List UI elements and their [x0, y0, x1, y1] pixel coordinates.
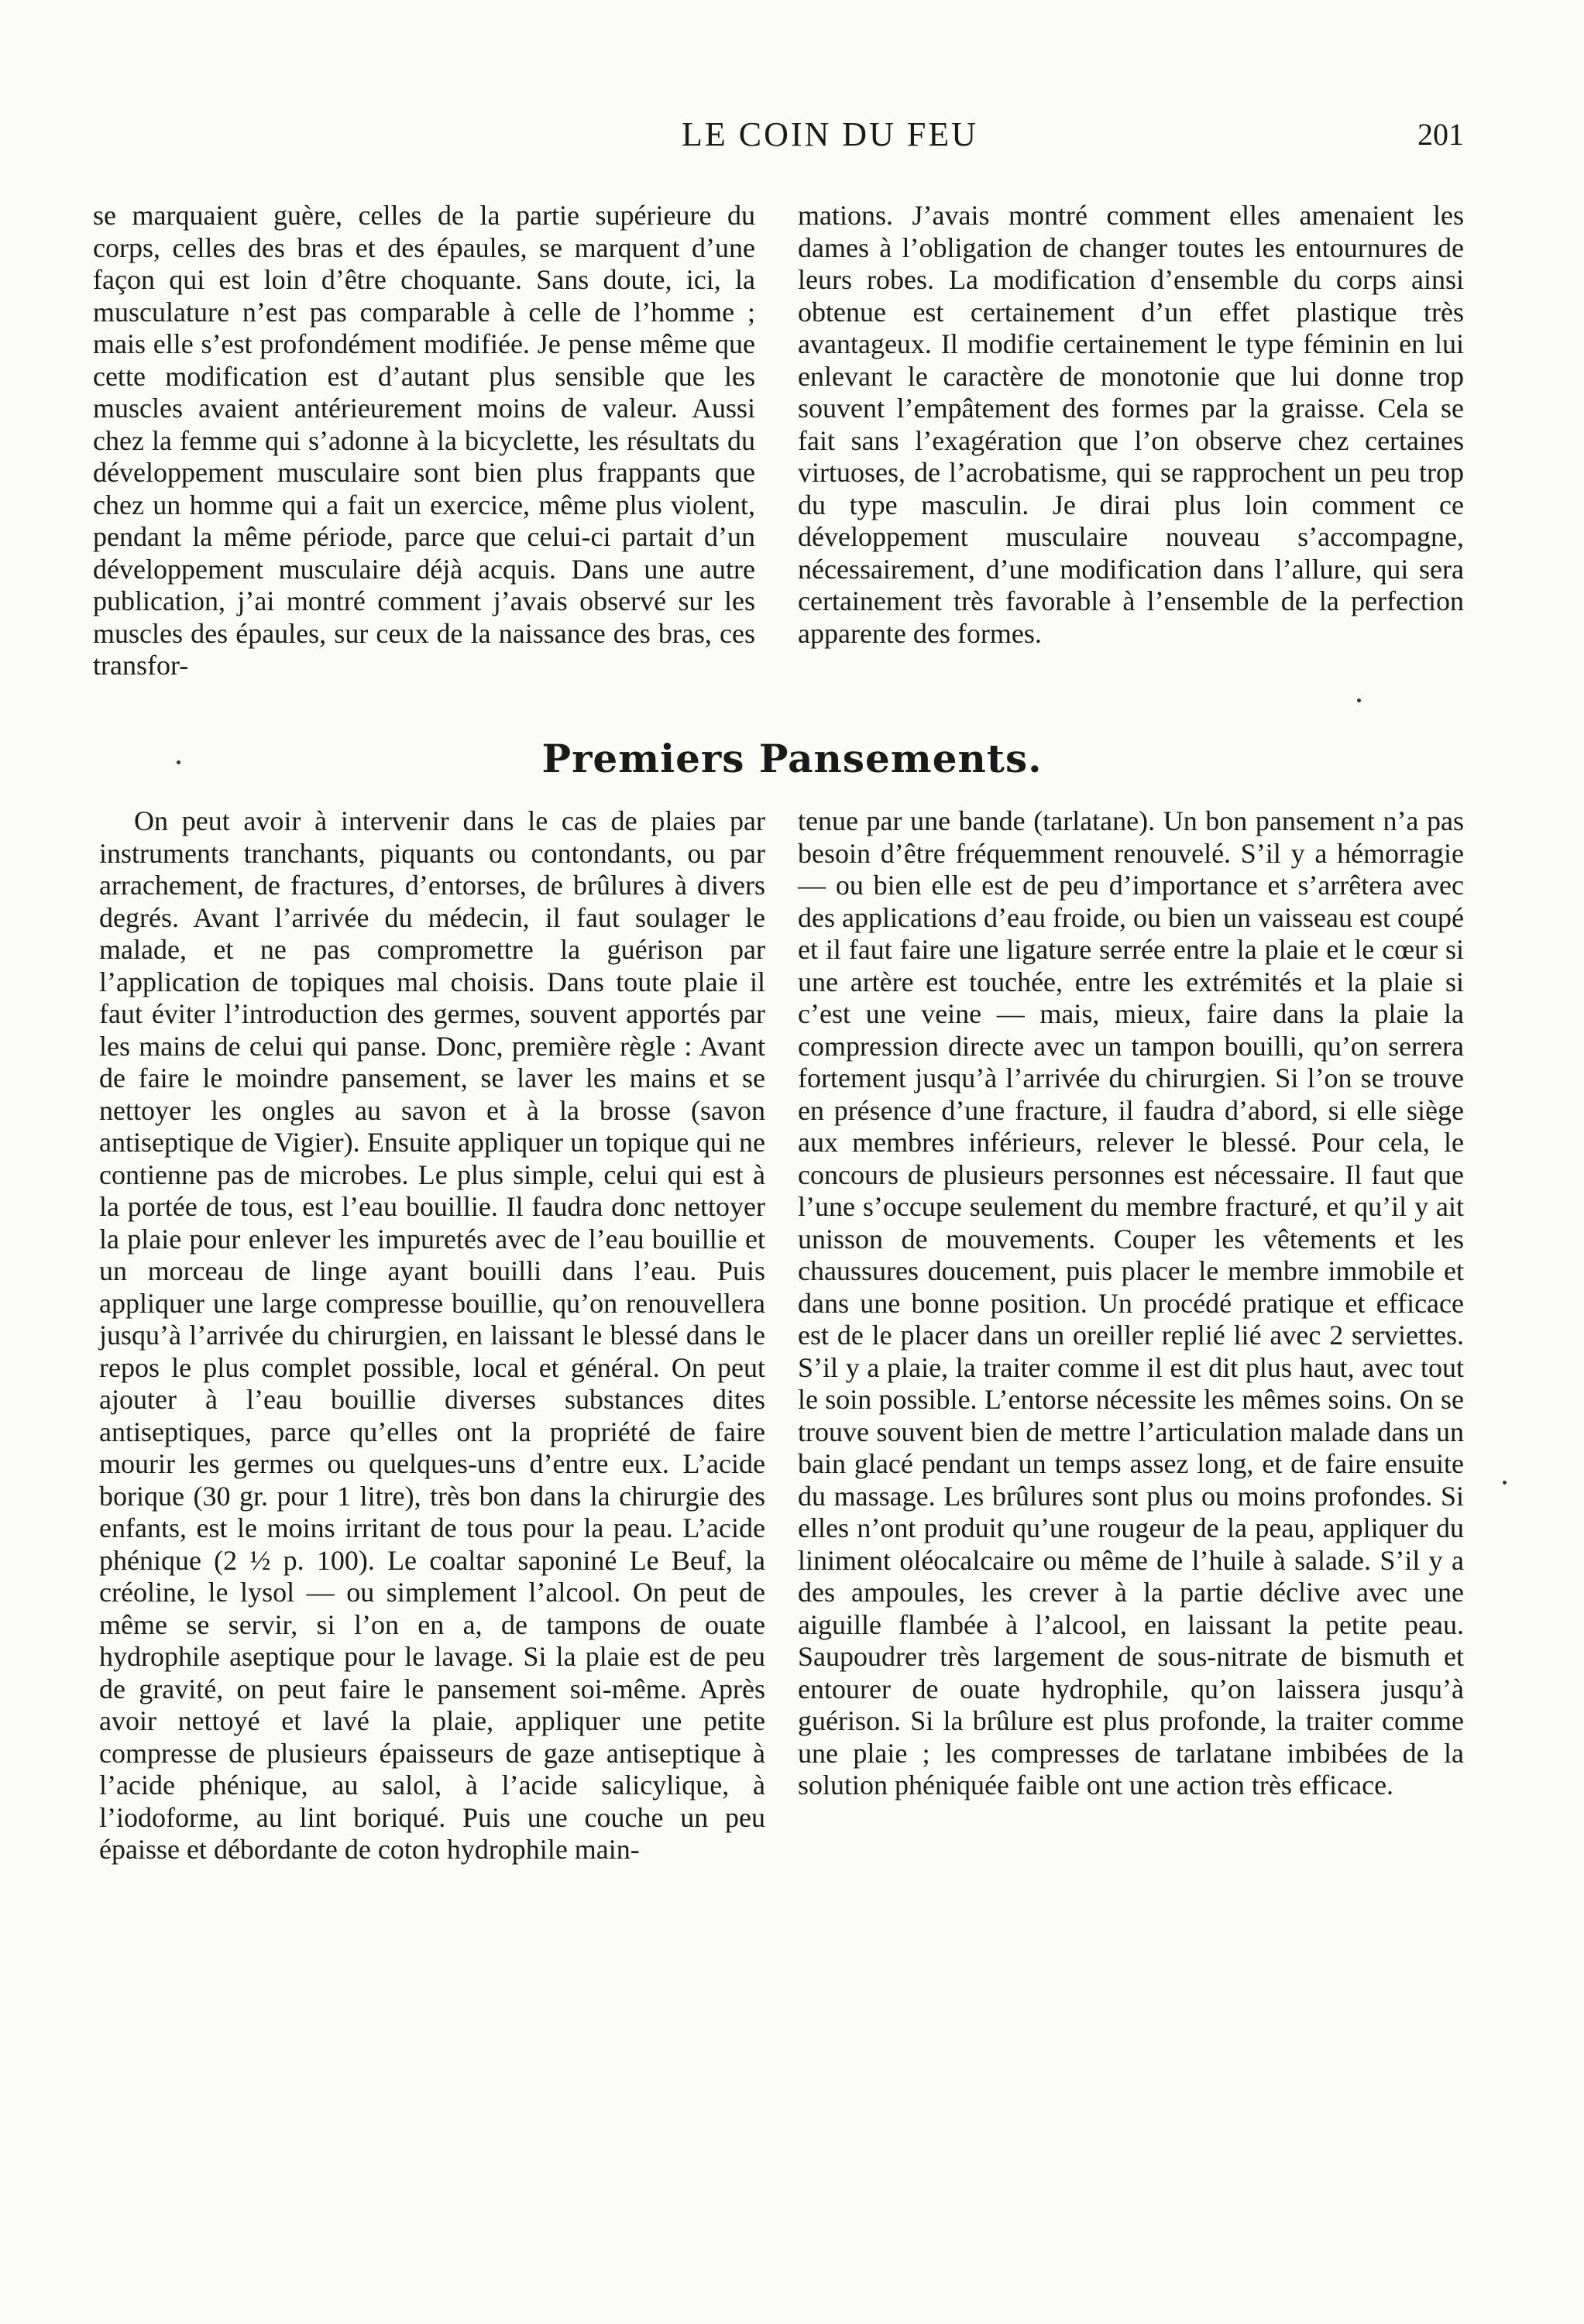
bottom-left-column [99, 805, 765, 1866]
page-number: 201 [1417, 117, 1464, 152]
section-title: Premiers Pansements. [541, 736, 1043, 781]
bottom-right-column [798, 805, 1464, 1802]
stray-mark [1503, 1481, 1507, 1485]
running-title: LE COIN DU FEU [682, 115, 978, 153]
top-left-paragraph: se marquaient guère, celles de la partie supérieure du corps, celles des bras et des épaules, se marquent d’une façon qui est loin d’être choquante. Sans doute, ici, la musculature n’est pas comparable à celle de l’homme ; mais elle s’est profondément modifiée. Je pense même que cette modification est d’autant plus sensible que les muscles avaient antérieurement moins de valeur. Aussi chez la femme qui s’adonne à la bicyclette, les résultats du développement musculaire sont bien plus frappants que chez un homme qui a fait un exercice, même plus violent, pendant la même période, parce que celui-ci partait d’un développement musculaire déjà acquis. Dans une autre publication, j’ai montré comment j’avais observé sur les muscles des épaules, sur ceux de la naissance des bras, ces transfor- [93, 200, 755, 681]
top-right-paragraph: mations. J’avais montré comment elles amenaient les dames à l’obligation de changer toutes les entournures de leurs robes. La modification d’ensemble du corps ainsi obtenue est certainement d’un effet plastique très avantageux. Il modifie certainement le type féminin en lui enlevant le caractère de monotonie que lui donne trop souvent l’empâtement des formes par la graisse. Cela se fait sans l’exagération que l’on observe chez certaines virtuoses, de l’acrobatisme, qui se rapprochent un peu trop du type masculin. Je dirai plus loin comment ce développement musculaire nouveau s’accompagne, nécessairement, d’une modification dans l’allure, qui sera certainement très favorable à l’ensemble de la perfection apparente des formes. [798, 200, 1464, 649]
bottom-left-paragraph: On peut avoir à intervenir dans le cas de plaies par instruments tranchants, piquants ou contondants, ou par arrachement, de fractures, d’entorses, de brûlures à divers degrés. Avant l’arrivée du médecin, il faut soulager le malade, et ne pas compromettre la guérison par l’application de topiques mal choisis. Dans toute plaie il faut éviter l’introduction des germes, souvent apportés par les mains de celui qui panse. Donc, première règle : Avant de faire le moindre pansement, se laver les mains et se nettoyer les ongles au savon et à la brosse (savon antiseptique de Vigier). Ensuite appliquer un topique qui ne contienne pas de microbes. Le plus simple, celui qui est à la portée de tous, est l’eau bouillie. Il faudra donc nettoyer la plaie pour enlever les impuretés avec de l’eau bouillie et un morceau de linge ayant bouilli dans l’eau. Puis appliquer une large compresse bouillie, qu’on renouvellera jusqu’à l’arrivée du chirurgien, en laissant le blessé dans le repos le plus complet possible, local et général. On peut ajouter à l’eau bouillie diverses substances dites antiseptiques, parce qu’elles ont la propriété de faire mourir les germes ou quelques-uns d’entre eux. L’acide borique (30 gr. pour 1 litre), très bon dans la chirurgie des enfants, est le moins irritant de tous pour la peau. L’acide phénique (2 ½ p. 100). Le coaltar saponiné Le Beuf, la créoline, le lysol — ou simplement l’alcool. On peut de même se servir, si l’on en a, de tampons de ouate hydrophile aseptique pour le lavage. Si la plaie est de peu de gravité, on peut faire le pansement soi-même. Après avoir nettoyé et lavé la plaie, appliquer une petite compresse de plusieurs épaisseurs de gaze antiseptique à l’acide phénique, au salol, à l’acide salicylique, à l’iodoforme, au lint boriqué. Puis une couche un peu épaisse et débordante de coton hydrophile main- [99, 805, 765, 1865]
top-right-column [798, 200, 1464, 650]
page-header [93, 115, 1464, 161]
bottom-right-paragraph: tenue par une bande (tarlatane). Un bon pansement n’a pas besoin d’être fréquemment renouvelé. S’il y a hémorragie — ou bien elle est de peu d’importance et s’arrêtera avec des applications d’eau froide, ou bien un vaisseau est coupé et il faut faire une ligature serrée entre la plaie et le cœur si une artère est touchée, entre les extrémités et la plaie si c’est une veine — mais, mieux, faire dans la plaie la compression directe avec un tampon bouilli, qu’on serrera fortement jusqu’à l’arrivée du chirurgien. Si l’on se trouve en présence d’une fracture, il faudra d’abord, si elle siège aux membres inférieurs, relever le blessé. Pour cela, le concours de plusieurs personnes est nécessaire. Il faut que l’une s’occupe seulement du membre fracturé, et qu’il y ait unisson de mouvements. Couper les vêtements et les chaussures doucement, puis placer le membre immobile et dans une bonne position. Un procédé pratique et efficace est de le placer dans un oreiller replié lié avec 2 serviettes. S’il y a plaie, la traiter comme il est dit plus haut, avec tout le soin possible. L’entorse nécessite les mêmes soins. On se trouve souvent bien de mettre l’articulation malade dans un bain glacé pendant un temps assez long, et de faire ensuite du massage. Les brûlures sont plus ou moins profondes. Si elles n’ont produit qu’une rougeur de la peau, appliquer du liniment oléocalcaire ou même de l’huile à salade. S’il y a des ampoules, les crever à la partie déclive avec une aiguille flambée à l’alcool, en laissant la petite peau. Saupoudrer très largement de sous-nitrate de bismuth et entourer de ouate hydrophile, qu’on laissera jusqu’à guérison. Si la brûlure est plus profonde, la traiter comme une plaie ; les compresses de tarlatane imbibées de la solution phéniquée faible ont une action très efficace. [798, 805, 1464, 1800]
stray-mark [1357, 699, 1361, 702]
stray-mark [177, 760, 180, 764]
top-left-column [93, 200, 755, 682]
